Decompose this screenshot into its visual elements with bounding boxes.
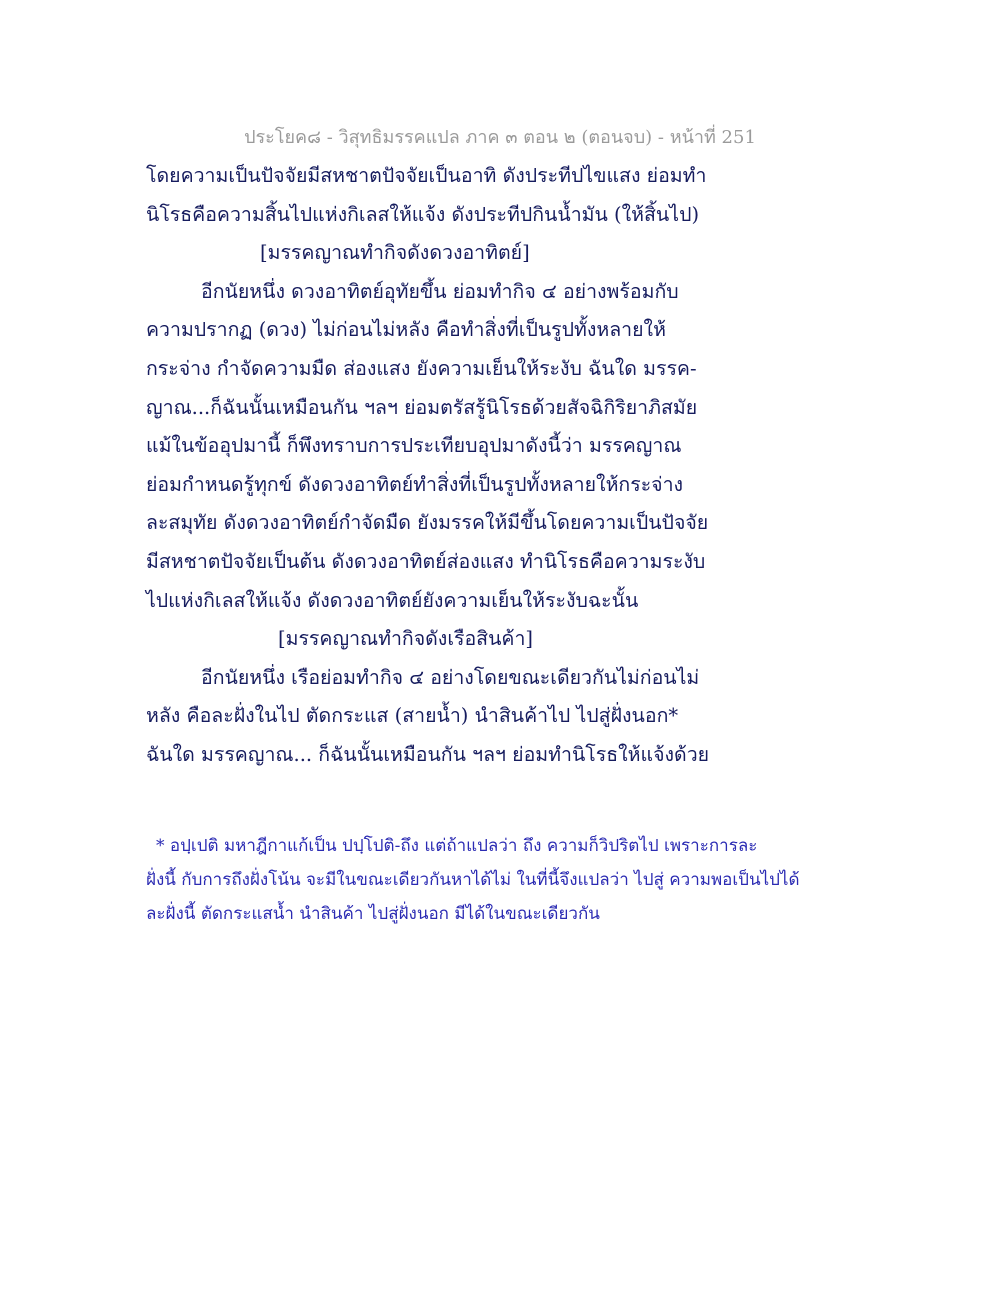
- text-line: อีกนัยหนึ่ง เรือย่อมทำกิจ ๔ อย่างโดยขณะเดียวกันไม่ก่อนไม่: [201, 665, 700, 689]
- footnote: [146, 829, 826, 931]
- text-line: ความปรากฏ (ดวง) ไม่ก่อนไม่หลัง คือทำสิ่งที่เป็นรูปทั้งหลายให้: [146, 318, 666, 342]
- text-line: หลัง คือละฝั่งในไป ตัดกระแส (สายน้ำ) นำสินค้าไป ไปสู่ฝั่งนอก*: [146, 704, 679, 728]
- page-header: ประโยค๘ - วิสุทธิมรรคแปล ภาค ๓ ตอน ๒ (ตอนจบ) - หน้าที่ 251: [244, 127, 756, 148]
- text-line: โดยความเป็นปัจจัยมีสหชาตปัจจัยเป็นอาทิ ดังประทีปไขแสง ย่อมทำ: [146, 164, 707, 187]
- footnote-line: ละฝั่งนี้ ตัดกระแสน้ำ นำสินค้า ไปสู่ฝั่งนอก มีได้ในขณะเดียวกัน: [146, 904, 600, 924]
- text-line: ญาณ...ก็ฉันนั้นเหมือนกัน ฯลฯ ย่อมตรัสรู้นิโรธด้วยสัจฉิกิริยาภิสมัย: [146, 395, 698, 419]
- section-heading: [มรรคญาณทำกิจดังดวงอาทิตย์]: [260, 241, 530, 265]
- body-text: [146, 157, 710, 775]
- section-heading: [มรรคญาณทำกิจดังเรือสินค้า]: [278, 627, 534, 651]
- text-line: มีสหชาตปัจจัยเป็นต้น ดังดวงอาทิตย์ส่องแสง ทำนิโรธคือความระงับ: [146, 549, 706, 573]
- text-line: กระจ่าง กำจัดความมืด ส่องแสง ยังความเย็นให้ระงับ ฉันใด มรรค-: [146, 356, 697, 380]
- text-line: ฉันใด มรรคญาณ... ก็ฉันนั้นเหมือนกัน ฯลฯ ย่อมทำนิโรธให้แจ้งด้วย: [146, 742, 710, 766]
- text-line: นิโรธคือความสิ้นไปแห่งกิเลสให้แจ้ง ดังประทีปกินน้ำมัน (ให้สิ้นไป): [146, 202, 700, 226]
- text-line: ไปแห่งกิเลสให้แจ้ง ดังดวงอาทิตย์ยังความเย็นให้ระงับฉะนั้น: [146, 588, 639, 612]
- text-line: ละสมุทัย ดังดวงอาทิตย์กำจัดมืด ยังมรรคให้มีขึ้นโดยความเป็นปัจจัย: [146, 511, 709, 535]
- text-line: อีกนัยหนึ่ง ดวงอาทิตย์อุทัยขึ้น ย่อมทำกิจ ๔ อย่างพร้อมกับ: [201, 279, 679, 303]
- text-line: แม้ในข้ออุปมานี้ ก็พึงทราบการประเทียบอุปมาดังนี้ว่า มรรคญาณ: [146, 434, 682, 458]
- footnote-line: * อปฺเปติ มหาฎีกาแก้เป็น ปปฺโปติ-ถึง แต่ถ้าแปลว่า ถึง ความก็วิปริตไป เพราะการละ: [156, 836, 758, 856]
- footnote-line: ฝั่งนี้ กับการถึงฝั่งโน้น จะมีในขณะเดียวกันหาได้ไม่ ในที่นี้จึงแปลว่า ไปสู่ ความพอเป็นไปได้: [146, 870, 800, 890]
- text-line: ย่อมกำหนดรู้ทุกข์ ดังดวงอาทิตย์ทำสิ่งที่เป็นรูปทั้งหลายให้กระจ่าง: [146, 472, 684, 496]
